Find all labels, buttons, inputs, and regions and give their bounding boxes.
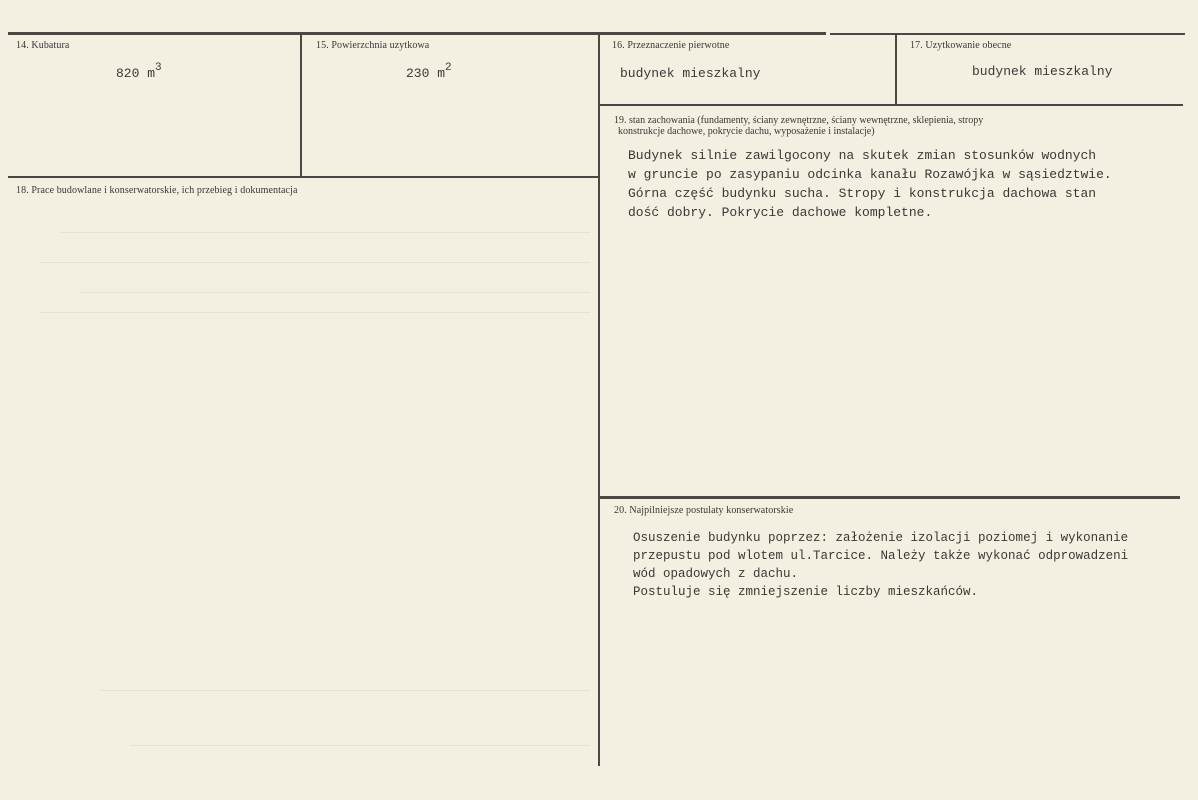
field-14-label: 14. Kubatura xyxy=(16,40,70,51)
field-20-line: przepustu pod wlotem ul.Tarcice. Należy także wykonać odprowadzeni xyxy=(633,549,1129,563)
faint-trace xyxy=(60,232,590,233)
field-15-number: 230 m xyxy=(406,66,446,81)
field-18-label: 18. Prace budowlane i konserwatorskie, ich przebieg i dokumentacja xyxy=(16,185,298,196)
field-16-value: budynek mieszkalny xyxy=(620,66,761,81)
field-20-line: wód opadowych z dachu. xyxy=(633,567,799,581)
divider-center xyxy=(598,34,600,766)
field-19-label-line2: konstrukcje dachowe, pokrycie dachu, wyposażenie i instalacje) xyxy=(618,126,875,137)
top-border-right xyxy=(830,33,1185,35)
faint-trace xyxy=(80,292,590,293)
field-14-value xyxy=(116,62,162,81)
divider-16-17 xyxy=(895,34,897,104)
field-19-line: w gruncie po zasypaniu odcinka kanału Rozawójka w sąsiedztwie. xyxy=(628,167,1112,182)
field-20-line: Osuszenie budynku poprzez: założenie izolacji poziomej i wykonanie xyxy=(633,531,1129,545)
field-16-label: 16. Przeznaczenie pierwotne xyxy=(612,40,730,51)
line-above-18 xyxy=(8,176,598,178)
field-17-value: budynek mieszkalny xyxy=(972,64,1113,79)
field-20-label: 20. Najpilniejsze postulaty konserwatorskie xyxy=(614,505,794,516)
field-20-text xyxy=(633,529,1128,601)
field-19-label xyxy=(614,115,1174,137)
faint-trace xyxy=(40,262,590,263)
field-14-exponent: 3 xyxy=(155,62,162,74)
line-above-19 xyxy=(600,104,1183,106)
divider-14-15 xyxy=(300,34,302,176)
faint-trace xyxy=(40,312,590,313)
field-20-line: Postuluje się zmniejszenie liczby mieszkańców. xyxy=(633,585,979,599)
field-19-line: Górna część budynku sucha. Stropy i konstrukcja dachowa stan xyxy=(628,186,1097,201)
field-19-label-line1: 19. stan zachowania (fundamenty, ściany zewnętrzne, ściany wewnętrzne, sklepienia, stropy xyxy=(614,115,984,126)
faint-trace xyxy=(130,745,590,746)
field-19-text xyxy=(628,146,1112,222)
field-19-line: Budynek silnie zawilgocony na skutek zmian stosunków wodnych xyxy=(628,148,1097,163)
field-15-label: 15. Powierzchnia uzytkowa xyxy=(316,40,430,51)
field-15-exponent: 2 xyxy=(445,62,452,74)
field-19-line: dość dobry. Pokrycie dachowe kompletne. xyxy=(628,205,933,220)
field-14-number: 820 m xyxy=(116,66,156,81)
faint-trace xyxy=(100,690,590,691)
top-border-left xyxy=(8,32,826,35)
line-above-20 xyxy=(600,496,1180,499)
field-17-label: 17. Uzytkowanie obecne xyxy=(910,40,1012,51)
field-15-value xyxy=(406,62,452,81)
